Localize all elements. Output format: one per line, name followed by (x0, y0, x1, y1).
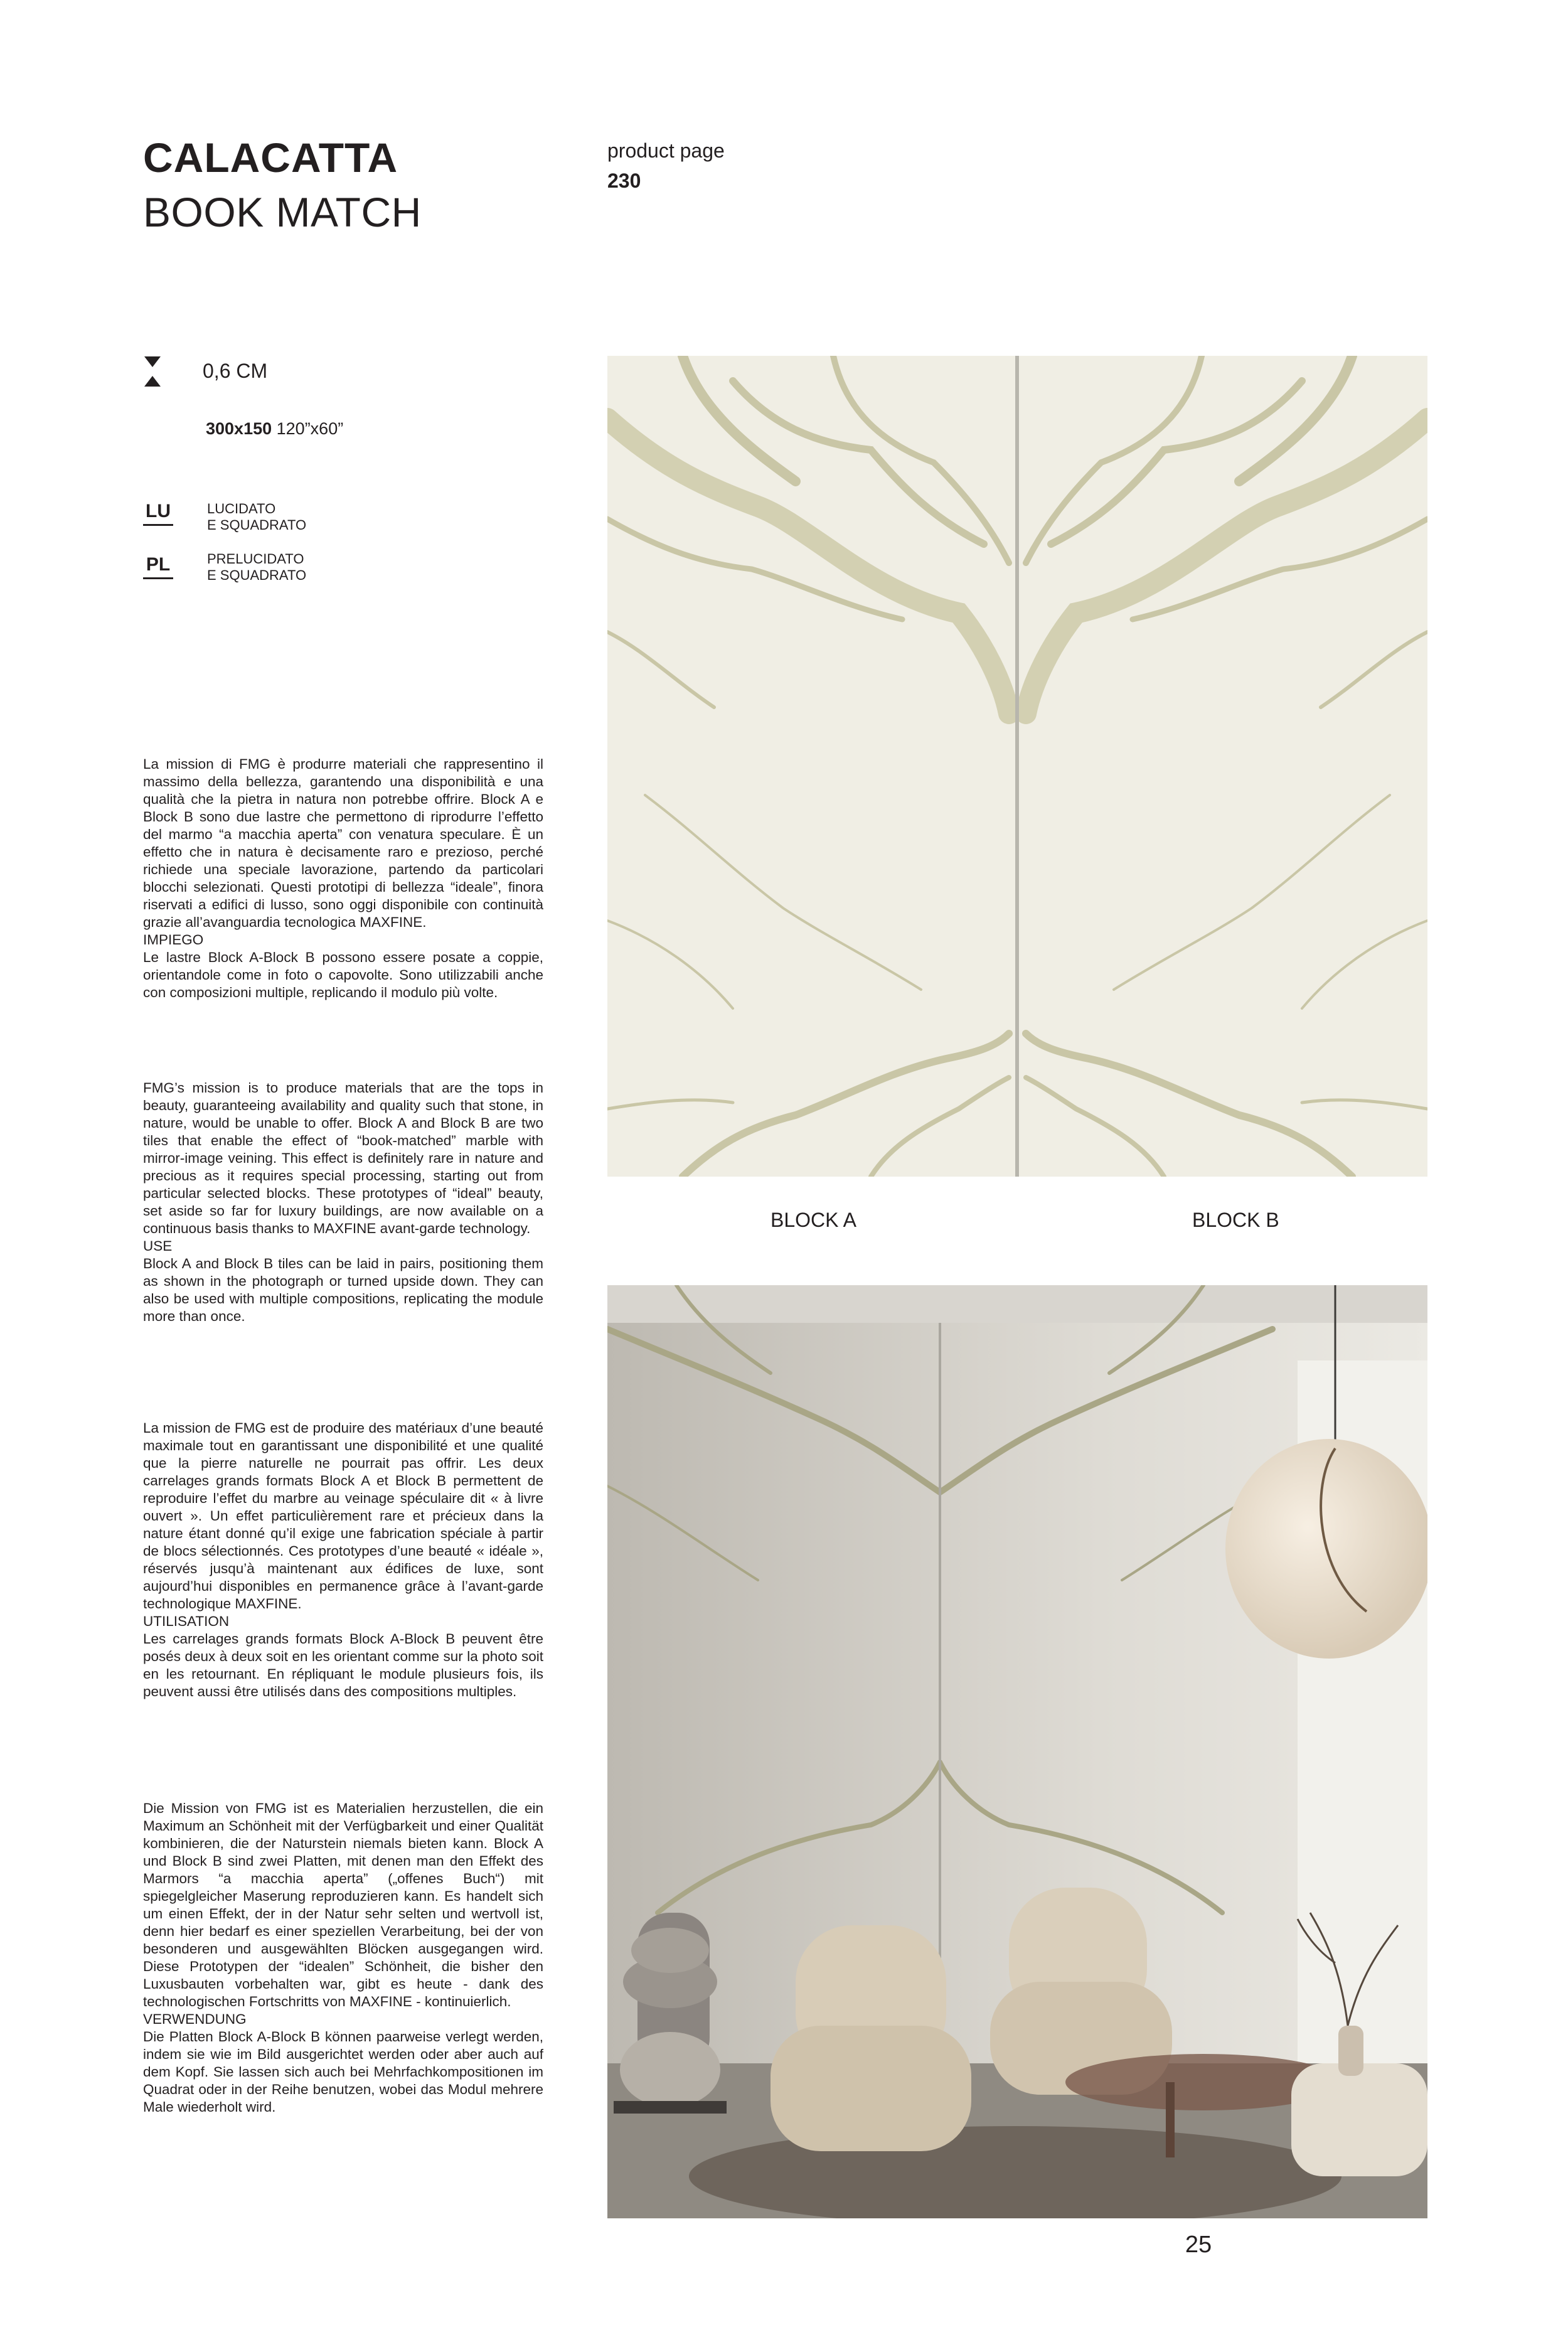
italian-use-body: Le lastre Block A-Block B possono essere posate a coppie, orientandole come in foto o capovolte. Sono utilizzabili anche con composizioni multiple, replicando il modulo più volte. (143, 949, 543, 1000)
finish-line-2: E SQUADRATO (207, 567, 307, 583)
finish-line-1: PRELUCIDATO (207, 551, 304, 567)
italian-body: La mission di FMG è produrre materiali che rappresentino il massimo della bellezza, garantendo una disponibilità e una qualità che la pietra in natura non potrebbe offrire. Block A e Block B sono due lastre che permettono di riprodurre l’effetto del marmo “a macchia aperta” con venatura speculare. È un effetto che in natura è decisamente raro e prezioso, perché richiede una speciale lavorazione, partendo da particolari blocchi selezionati. Questi prototipi di bellezza “ideale”, finora riservati a edifici di lusso, sono oggi disponibile con continuità grazie all’avanguardia tecnologica MAXFINE. (143, 756, 543, 930)
french-use-heading: UTILISATION (143, 1613, 230, 1629)
italian-use-heading: IMPIEGO (143, 932, 204, 948)
english-use-heading: USE (143, 1238, 173, 1254)
finish-label-lucidato (207, 501, 395, 533)
product-page-number: 230 (607, 169, 641, 192)
text-french (143, 1419, 543, 1701)
product-title: CALACATTA (143, 134, 398, 181)
ceiling (607, 1285, 1427, 1323)
size-metric: 300x150 (206, 419, 272, 438)
finish-line-2: E SQUADRATO (207, 517, 307, 533)
finish-line-1: LUCIDATO (207, 501, 276, 516)
armchair-left (771, 1925, 971, 2151)
sofa-right (1291, 2063, 1427, 2176)
finish-code-lu: LU (143, 502, 173, 526)
french-body: La mission de FMG est de produire des matériaux d’une beauté maximale tout en garantissant une disponibilité et une qualité que la pierre naturelle ne pourrait pas offrir. Les deux carrelages grands formats Block A et Block B permettent de reproduire l’effet du marbre au veinage spéculaire dit « à livre ouvert ». Un effet particulièrement rare et précieux dans la nature étant donné qu’il exige une fabrication spéciale à partir de blocs sélectionnés. Ces prototypes d’une beauté « idéale », réservés jusqu’à maintenant aux édifices de luxe, sont aujourd’hui disponibles en permanence grâce à l’avant-garde technologique MAXFINE. (143, 1420, 543, 1612)
english-body: FMG’s mission is to produce materials that are the tops in beauty, guaranteeing availability and quality such that stone, in nature, would be unable to offer. Block A and Block B are two tiles that enable the effect of “book-matched” marble with mirror-image veining. This effect is definitely rare in nature and precious as it requires special processing, starting out from particular selected blocks. These prototypes of “ideal” beauty, set aside so far for luxury buildings, are now available on a continuous basis thanks to MAXFINE avant-garde technology. (143, 1080, 543, 1236)
german-use-body: Die Platten Block A-Block B können paarweise verlegt werden, indem sie wie im Bild ausgerichtet werden oder aber auch auf dem Kopf. Sie lassen sich auch bei Mehrfachkompositionen im Quadrat oder in der Reihe benutzen, wobei das Modul mehrere Male wiederholt wird. (143, 2029, 543, 2115)
size-spec (206, 420, 343, 437)
thickness-value: 0,6 CM (203, 360, 268, 382)
english-use-body: Block A and Block B tiles can be laid in pairs, positioning them as shown in the photograph or turned upside down. They can also be used with multiple compositions, replicating the module more than once. (143, 1256, 543, 1324)
page-number: 25 (1185, 2232, 1212, 2258)
slab-joint-line (1015, 356, 1019, 1177)
finish-code-pl: PL (143, 555, 173, 579)
text-italian (143, 756, 543, 1002)
thickness-icon (144, 356, 161, 387)
book-match-slabs-image (607, 356, 1427, 1177)
german-use-heading: VERWENDUNG (143, 2011, 247, 2027)
block-a-label: BLOCK A (771, 1209, 856, 1231)
french-use-body: Les carrelages grands formats Block A-Block B peuvent être posés deux à deux soit en les orientant comme sur la photo soit en les retournant. En répliquant le module plusieurs fois, ils peuvent aussi être utilisés dans des compositions multiples. (143, 1631, 543, 1699)
finish-label-prelucidato (207, 551, 395, 584)
block-b-label: BLOCK B (1192, 1209, 1279, 1231)
product-page-label: product page (607, 139, 725, 162)
text-english (143, 1079, 543, 1325)
interior-room-image (607, 1285, 1427, 2218)
text-german (143, 1800, 543, 2116)
size-imperial: 120”x60” (276, 419, 344, 438)
german-body: Die Mission von FMG ist es Materialien herzustellen, die ein Maximum an Schönheit mit der Verfügbarkeit und einer Qualität kombinieren, die der Naturstein niemals bieten kann. Block A und Block B sind zwei Platten, mit denen man den Effekt des Marmors “a macchia aperta” („offenes Buch“) mit spiegelgleicher Maserung reproduzieren kann. Es handelt sich um einen Effekt, der in der Natur sehr selten und wertvoll ist, denn hier bedarf es einer speziellen Verarbeitung, bei der von besonderen und ausgewählten Blöcken ausgegangen wird. Diese Prototypen der “idealen” Schönheit, die bisher den Luxusbauten vorbehalten war, gibt es heute - dank des technologischen Fortschritts von MAXFINE - kontinuierlich. (143, 1800, 543, 2009)
product-subtitle: BOOK MATCH (143, 189, 422, 235)
